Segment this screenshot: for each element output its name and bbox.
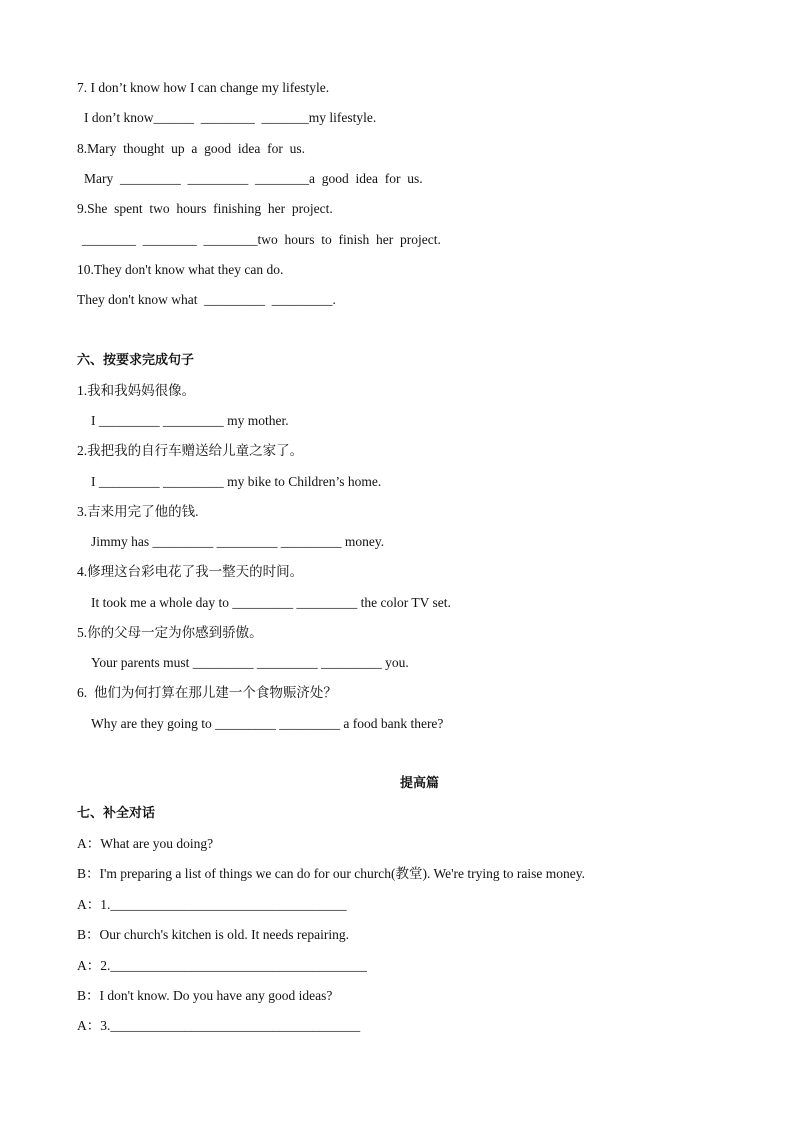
dialogue-line-2: B：I'm preparing a list of things we can do for our church(教堂). We're trying to raise money. bbox=[77, 866, 586, 881]
prompt-6: 6. 他们为何打算在那儿建一个食物赈济处？ bbox=[77, 685, 337, 700]
section-7-title: 七、补全对话 bbox=[77, 806, 156, 821]
section-6-title: 六、按要求完成句子 bbox=[77, 353, 195, 368]
dialogue-line-4: B：Our church's kitchen is old. It needs repairing. bbox=[77, 927, 349, 942]
answer-4: It took me a whole day to _________ _________ the color TV set. bbox=[91, 595, 451, 610]
advanced-heading: 提高篇 bbox=[400, 776, 440, 791]
answer-3: Jimmy has _________ _________ _________ money. bbox=[91, 534, 385, 549]
prompt-3: 3.吉来用完了他的钱. bbox=[77, 504, 199, 519]
answer-2: I _________ _________ my bike to Children’s home. bbox=[91, 474, 382, 489]
dialogue-line-3: A：1.___________________________________ bbox=[77, 897, 347, 912]
answer-8: Mary _________ _________ ________a good idea for us. bbox=[84, 171, 423, 186]
sentence-7: 7. I don’t know how I can change my lifestyle. bbox=[77, 80, 330, 95]
dialogue-line-7: A：3._____________________________________ bbox=[77, 1018, 361, 1033]
dialogue-line-5: A：2.______________________________________ bbox=[77, 958, 367, 973]
answer-7: I don’t know______ ________ _______my lifestyle. bbox=[84, 110, 377, 125]
prompt-1: 1.我和我妈妈很像。 bbox=[77, 383, 196, 398]
answer-10: They don't know what _________ _________. bbox=[77, 292, 336, 307]
dialogue-line-6: B：I don't know. Do you have any good ideas? bbox=[77, 988, 333, 1003]
answer-1: I _________ _________ my mother. bbox=[91, 413, 289, 428]
prompt-4: 4.修理这台彩电花了我一整天的时间。 bbox=[77, 564, 304, 579]
answer-6: Why are they going to _________ _________ a food bank there? bbox=[91, 716, 444, 731]
sentence-8: 8.Mary thought up a good idea for us. bbox=[77, 141, 305, 156]
sentence-10: 10.They don't know what they can do. bbox=[77, 262, 284, 277]
answer-9: ________ ________ ________two hours to finish her project. bbox=[82, 232, 441, 247]
answer-5: Your parents must _________ _________ _________ you. bbox=[91, 655, 409, 670]
prompt-5: 5.你的父母一定为你感到骄傲。 bbox=[77, 625, 263, 640]
dialogue-line-1: A：What are you doing? bbox=[77, 836, 214, 851]
sentence-9: 9.She spent two hours finishing her project. bbox=[77, 201, 333, 216]
prompt-2: 2.我把我的自行车赠送给儿童之家了。 bbox=[77, 443, 304, 458]
